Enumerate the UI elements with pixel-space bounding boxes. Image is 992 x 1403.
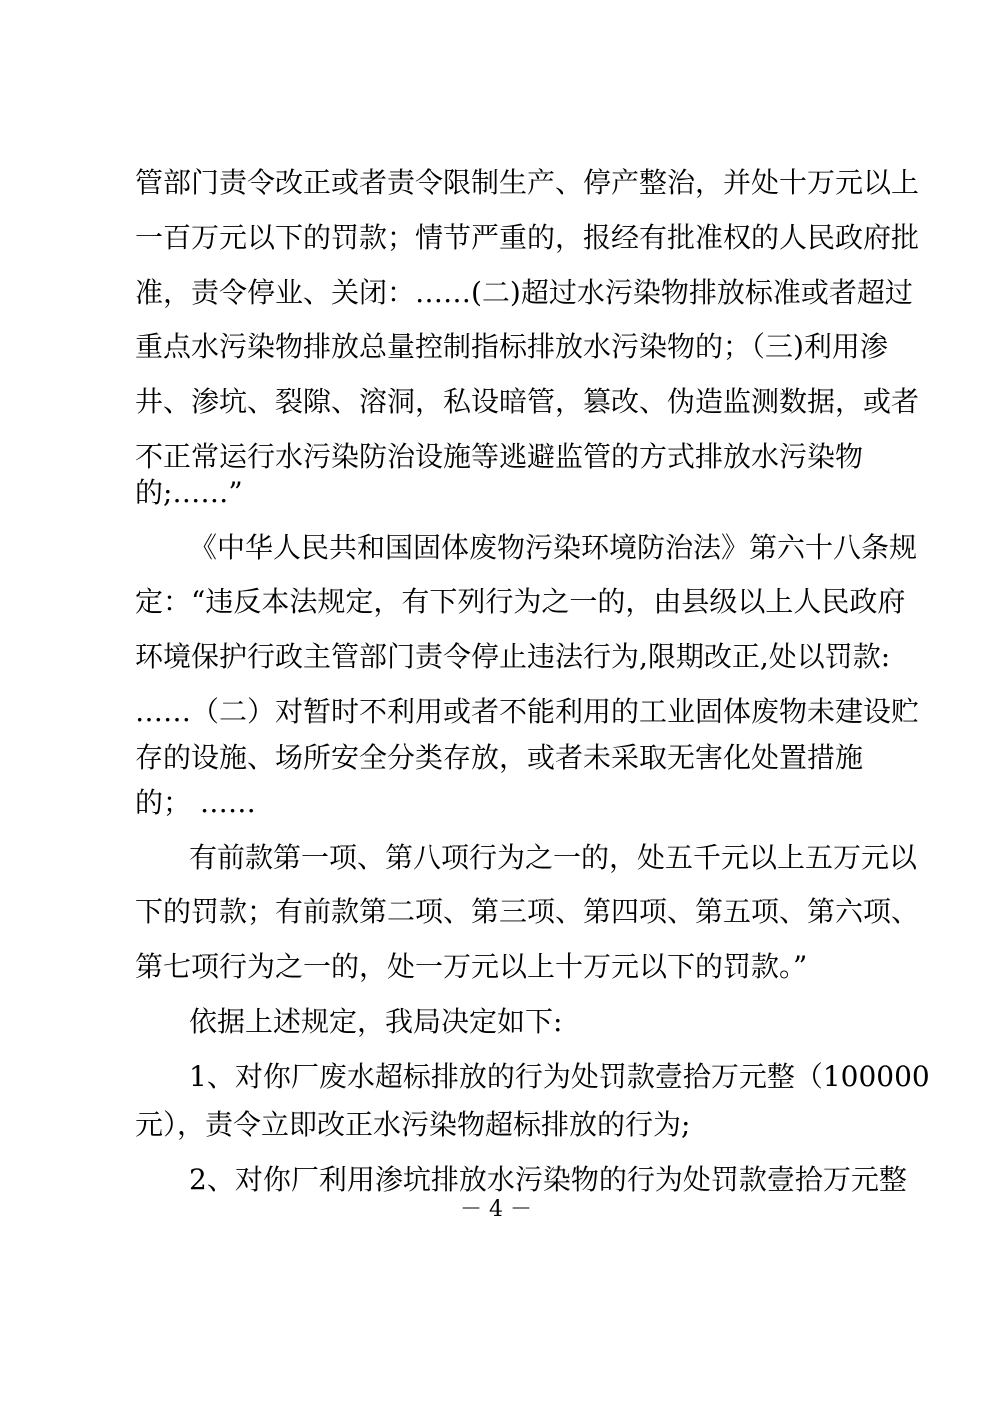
text-line: 管部门责令改正或者责令限制生产、停产整治，并处十万元以上 (135, 166, 920, 199)
text-line: 井、渗坑、裂隙、溶洞，私设暗管，篡改、伪造监测数据，或者 (135, 385, 920, 418)
text-line: 准，责令停业、关闭：……(二)超过水污染物排放标准或者超过 (135, 276, 913, 309)
list-item-line: 1、对你厂废水超标排放的行为处罚款壹拾万元整（100000 (189, 1060, 930, 1093)
paragraph-start-line: 有前款第一项、第八项行为之一的，处五千元以上五万元以 (189, 841, 918, 874)
paragraph-start-line: 依据上述规定，我局决定如下: (189, 1005, 563, 1038)
page-number: － 4 － (460, 1197, 532, 1222)
paragraph-start-line: 《中华人民共和国固体废物污染环境防治法》第六十八条规 (189, 531, 918, 564)
text-line: 重点水污染物排放总量控制指标排放水污染物的；（三)利用渗 (135, 330, 888, 363)
list-item-line: 2、对你厂利用渗坑排放水污染物的行为处罚款壹拾万元整 (189, 1163, 907, 1196)
text-line: 下的罚款；有前款第二项、第三项、第四项、第五项、第六项、 (135, 895, 920, 928)
text-line: 第七项行为之一的，处一万元以上十万元以下的罚款。” (135, 950, 808, 983)
text-line: 不正常运行水污染防治设施等逃避监管的方式排放水污染物 (135, 440, 864, 473)
text-line: 环境保护行政主管部门责令停止违法行为,限期改正,处以罚款: (135, 640, 891, 673)
text-line: 元），责令立即改正水污染物超标排放的行为; (135, 1108, 691, 1141)
text-line: 的;……” (135, 476, 243, 509)
text-line: 的； …… (135, 786, 256, 819)
text-line: 存的设施、场所安全分类存放，或者未采取无害化处置措施 (135, 741, 864, 774)
text-line: 定：“违反本法规定，有下列行为之一的，由县级以上人民政府 (135, 585, 906, 618)
text-line: 一百万元以下的罚款；情节严重的，报经有批准权的人民政府批 (135, 221, 920, 254)
text-line: ……（二）对暂时不利用或者不能利用的工业固体废物未建设贮 (135, 695, 920, 728)
